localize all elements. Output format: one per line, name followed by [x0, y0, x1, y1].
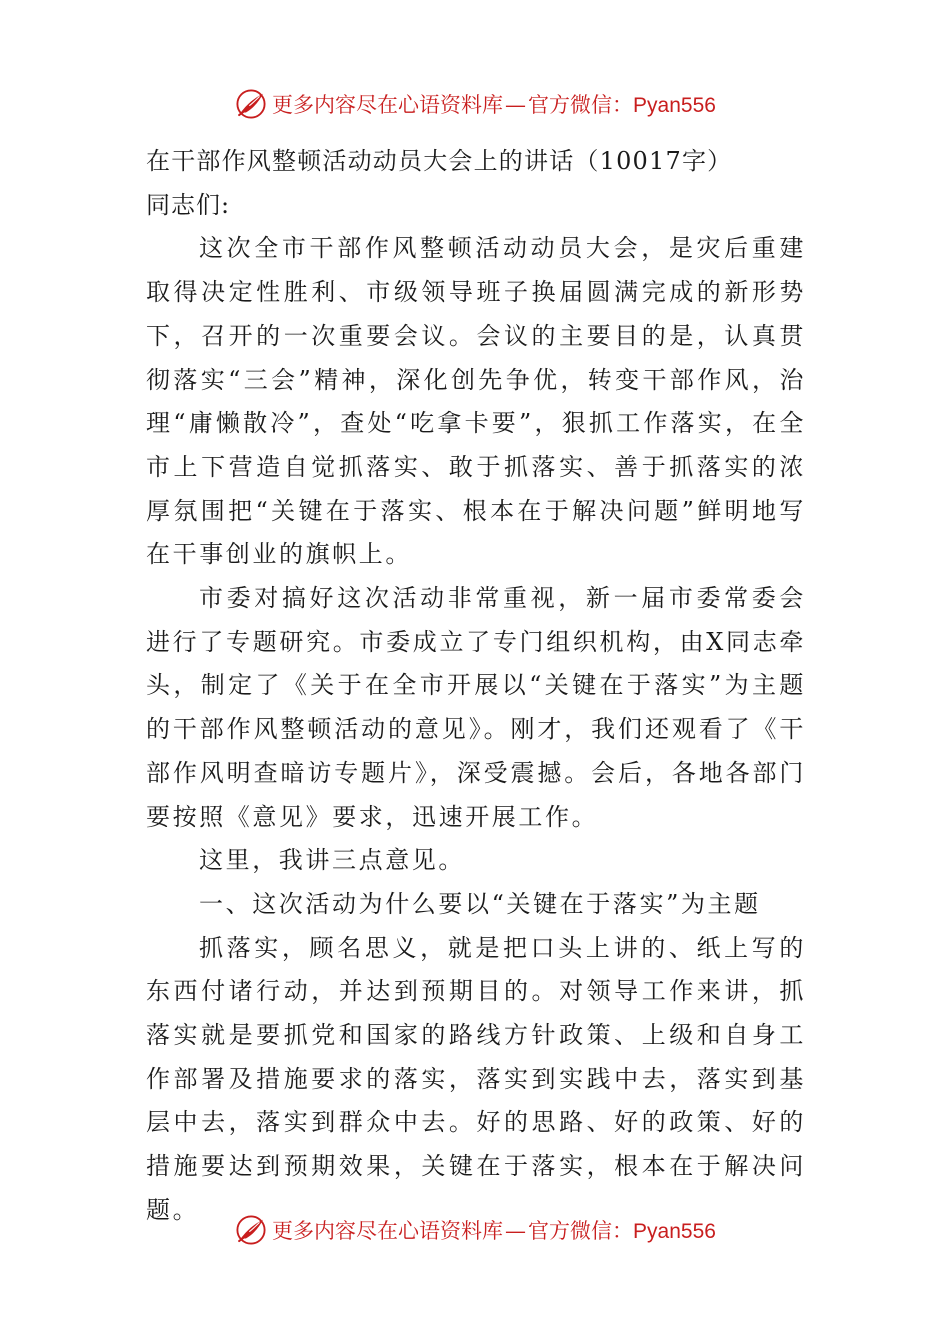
pen-nib-logo-icon — [234, 87, 268, 121]
watermark-text — [272, 89, 716, 119]
watermark-banner-top — [0, 84, 950, 124]
watermark-dash: — — [505, 1219, 527, 1243]
section-heading-1: 一、这次活动为什么要以“关键在于落实”为主题 — [199, 889, 761, 918]
document-greeting: 同志们: — [146, 190, 231, 219]
watermark-wechat-id: Pyan556 — [633, 1220, 716, 1243]
watermark-site: 更多内容尽在心语资料库 — [272, 93, 504, 117]
paragraph-3: 这里，我讲三点意见。 — [199, 846, 465, 875]
watermark-site: 更多内容尽在心语资料库 — [272, 1219, 504, 1243]
watermark-text — [272, 1215, 716, 1245]
watermark-wechat-label: 官方微信： — [528, 93, 634, 117]
paragraph-2: 市委对搞好这次活动非常重视，新一届市委常委会进行了专题研究。市委成立了专门组织机构，由X同志牵头，制定了《关于在全市开展以“关键在于落实”为主题的干部作风整顿活动的意见》。刚才，我们还观看了《干部作风明查暗访专题片》，深受震撼。会后，各地各部门要按照《意见》要求，迅速开展工作。 — [146, 584, 806, 831]
watermark-dash: — — [505, 93, 527, 117]
watermark-banner-bottom — [0, 1210, 950, 1250]
watermark-wechat-label: 官方微信： — [528, 1219, 634, 1243]
document-title: 在干部作风整顿活动动员大会上的讲话（10017字） — [146, 147, 733, 175]
paragraph-4: 抓落实，顾名思义，就是把口头上讲的、纸上写的东西付诸行动，并达到预期目的。对领导工作来讲，抓落实就是要抓党和国家的路线方针政策、上级和自身工作部署及措施要求的落实，落实到实践中去，落实到基层中去，落实到群众中去。好的思路、好的政策、好的措施要达到预期效果，关键在于落实，根本在于解决问题。 — [146, 933, 806, 1224]
pen-nib-logo-icon — [234, 1213, 268, 1247]
document-body — [146, 140, 806, 1233]
watermark-wechat-id: Pyan556 — [633, 94, 716, 117]
paragraph-1: 这次全市干部作风整顿活动动员大会，是灾后重建取得决定性胜利、市级领导班子换届圆满完成的新形势下，召开的一次重要会议。会议的主要目的是，认真贯彻落实“三会”精神，深化创先争优，转变干部作风，治理“庸懒散冷”，查处“吃拿卡要”，狠抓工作落实，在全市上下营造自觉抓落实、敢于抓落实、善于抓落实的浓厚氛围把“关键在于落实、根本在于解决问题”鲜明地写在干事创业的旗帜上。 — [146, 234, 806, 569]
